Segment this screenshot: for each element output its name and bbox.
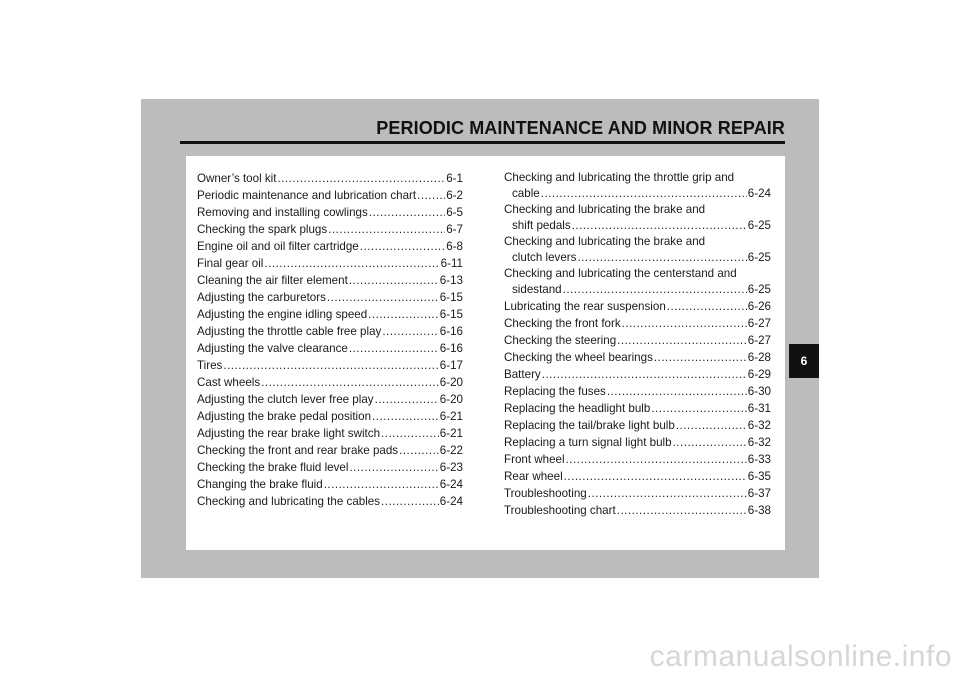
toc-page-number: 6-11 [440,257,463,270]
toc-entry-title: Lubricating the rear suspension [504,300,666,313]
chapter-tab: 6 [789,344,819,378]
toc-entry-title: Engine oil and oil filter cartridge [197,240,359,253]
toc-entry[interactable] [197,391,463,408]
toc-page-number: 6-20 [439,393,463,406]
toc-leader-dots [369,204,445,221]
header-rule [180,141,785,144]
toc-entry[interactable] [504,349,771,366]
toc-entry[interactable] [197,493,463,510]
toc-page-number: 6-16 [439,342,463,355]
toc-entry-title: Troubleshooting [504,487,587,500]
toc-entry-title: Checking the wheel bearings [504,351,653,364]
toc-entry[interactable] [197,187,463,204]
toc-entry-title: Adjusting the throttle cable free play [197,325,382,338]
toc-leader-dots [607,383,747,400]
toc-leader-dots [564,468,747,485]
toc-entry-title: Periodic maintenance and lubrication chart [197,189,417,202]
toc-entry-title: Adjusting the engine idling speed [197,308,368,321]
toc-page-number: 6-33 [747,453,771,466]
toc-page-number: 6-32 [747,436,771,449]
toc-page-number: 6-31 [747,402,771,415]
toc-page-number: 6-15 [439,308,463,321]
toc-leader-dots [349,272,439,289]
toc-leader-dots [381,493,439,510]
toc-page-number: 6-29 [747,368,771,381]
toc-entry[interactable] [197,374,463,391]
toc-entry-title: Owner’s tool kit [197,172,277,185]
toc-page-number: 6-2 [446,189,463,202]
toc-page-number: 6-16 [439,325,463,338]
toc-entry-title: Troubleshooting chart [504,504,616,517]
toc-leader-dots [349,340,439,357]
toc-entry-title: Removing and installing cowlings [197,206,368,219]
toc-entry[interactable] [504,266,771,298]
toc-entry[interactable] [504,417,771,434]
toc-page-number: 6-23 [439,461,463,474]
toc-entry-title: Checking the brake fluid level [197,461,349,474]
toc-page-number: 6-25 [747,283,771,296]
toc-entry-title: shift pedals [512,219,571,232]
toc-leader-dots [328,221,445,238]
toc-entry-lead: Checking and lubricating the throttle grip and [504,171,735,184]
toc-entry[interactable] [504,366,771,383]
toc-entry[interactable] [197,459,463,476]
toc-entry-title: sidestand [512,283,562,296]
toc-entry[interactable] [504,332,771,349]
toc-entry-title: Final gear oil [197,257,264,270]
toc-entry-title: cable [512,187,540,200]
toc-entry-title: Adjusting the carburetors [197,291,326,304]
toc-entry[interactable] [197,306,463,323]
toc-entry[interactable] [197,204,463,221]
toc-leader-dots [261,374,439,391]
toc-leader-dots [399,442,439,459]
toc-leader-dots [563,281,747,298]
toc-entry[interactable] [197,255,463,272]
toc-entry-title: Checking the front fork [504,317,621,330]
toc-leader-dots [566,451,747,468]
toc-leader-dots [617,502,747,519]
toc-page-number: 6-26 [747,300,771,313]
toc-entry[interactable] [504,234,771,266]
toc-page-number: 6-24 [747,187,771,200]
toc-entry[interactable] [504,315,771,332]
toc-entry[interactable] [197,476,463,493]
toc-entry-title: Adjusting the valve clearance [197,342,348,355]
toc-leader-dots [327,289,439,306]
toc-entry-title: Cleaning the air filter element [197,274,348,287]
toc-entry[interactable] [197,238,463,255]
toc-entry-title: Replacing a turn signal light bulb [504,436,672,449]
toc-page-number: 6-27 [747,317,771,330]
toc-page-number: 6-37 [747,487,771,500]
toc-leader-dots [673,434,747,451]
toc-page-number: 6-17 [439,359,463,372]
toc-leader-dots [372,408,439,425]
toc-entry-title: Cast wheels [197,376,261,389]
toc-entry-title: clutch levers [512,251,577,264]
toc-entry[interactable] [197,340,463,357]
toc-entry[interactable] [504,383,771,400]
toc-page-number: 6-5 [446,206,463,219]
toc-entry-title: Tires [197,359,223,372]
toc-leader-dots [588,485,747,502]
toc-entry[interactable] [197,442,463,459]
toc-leader-dots [360,238,445,255]
watermark: carmanualsonline.info [649,640,952,673]
toc-entry[interactable] [197,357,463,374]
toc-leader-dots [572,217,747,234]
toc-leader-dots [375,391,439,408]
toc-entry-lead: Checking and lubricating the brake and [504,235,706,248]
toc-page-number: 6-21 [439,427,463,440]
toc-entry[interactable] [504,502,771,519]
toc-entry[interactable] [504,170,771,202]
toc-panel [186,156,785,550]
toc-entry-title: Checking the front and rear brake pads [197,444,399,457]
toc-entry[interactable] [504,400,771,417]
toc-leader-dots [381,425,439,442]
toc-leader-dots [651,400,746,417]
toc-leader-dots [541,185,747,202]
toc-leader-dots [654,349,747,366]
toc-entry[interactable] [197,170,463,187]
toc-entry[interactable] [504,434,771,451]
toc-left-column [197,170,463,510]
toc-entry-title: Replacing the fuses [504,385,606,398]
toc-leader-dots [349,459,438,476]
toc-page-number: 6-35 [747,470,771,483]
toc-right-column [504,170,771,519]
toc-leader-dots [223,357,438,374]
toc-entry-title: Checking and lubricating the cables [197,495,381,508]
toc-leader-dots [622,315,747,332]
toc-entry-title: Adjusting the brake pedal position [197,410,372,423]
toc-leader-dots [617,332,747,349]
toc-entry[interactable] [504,451,771,468]
toc-entry-title: Rear wheel [504,470,563,483]
toc-page-number: 6-24 [439,478,463,491]
toc-leader-dots [264,255,439,272]
toc-page-number: 6-25 [747,251,771,264]
toc-leader-dots [667,298,747,315]
toc-page-number: 6-1 [446,172,463,185]
toc-leader-dots [368,306,439,323]
toc-leader-dots [676,417,747,434]
toc-page-number: 6-27 [747,334,771,347]
toc-entry-title: Changing the brake fluid [197,478,323,491]
toc-entry[interactable] [197,221,463,238]
toc-page-number: 6-7 [446,223,463,236]
toc-entry-title: Checking the steering [504,334,617,347]
toc-page-number: 6-28 [747,351,771,364]
toc-entry-title: Adjusting the rear brake light switch [197,427,381,440]
toc-page-number: 6-30 [747,385,771,398]
toc-leader-dots [417,187,445,204]
toc-entry[interactable] [197,425,463,442]
toc-entry[interactable] [504,468,771,485]
toc-entry[interactable] [504,298,771,315]
toc-entry[interactable] [197,323,463,340]
toc-page-number: 6-25 [747,219,771,232]
toc-leader-dots [277,170,445,187]
toc-page-number: 6-22 [439,444,463,457]
toc-page-number: 6-8 [446,240,463,253]
toc-entry-title: Replacing the tail/brake light bulb [504,419,675,432]
toc-page-number: 6-20 [439,376,463,389]
toc-page-number: 6-38 [747,504,771,517]
toc-entry-title: Front wheel [504,453,565,466]
toc-page-number: 6-13 [439,274,463,287]
toc-entry[interactable] [197,289,463,306]
toc-leader-dots [382,323,438,340]
toc-leader-dots [577,249,746,266]
toc-entry-lead: Checking and lubricating the centerstand and [504,267,737,280]
toc-entry-lead: Checking and lubricating the brake and [504,203,706,216]
toc-entry[interactable] [504,485,771,502]
section-title: PERIODIC MAINTENANCE AND MINOR REPAIR [376,118,785,138]
toc-leader-dots [324,476,439,493]
toc-page-number: 6-15 [439,291,463,304]
toc-entry[interactable] [197,272,463,289]
toc-entry-title: Adjusting the clutch lever free play [197,393,374,406]
toc-entry[interactable] [197,408,463,425]
toc-page-number: 6-24 [439,495,463,508]
toc-entry-title: Replacing the headlight bulb [504,402,651,415]
toc-entry[interactable] [504,202,771,234]
toc-entry-title: Checking the spark plugs [197,223,328,236]
toc-page-number: 6-32 [747,419,771,432]
toc-page-number: 6-21 [439,410,463,423]
toc-leader-dots [542,366,747,383]
toc-entry-title: Battery [504,368,541,381]
